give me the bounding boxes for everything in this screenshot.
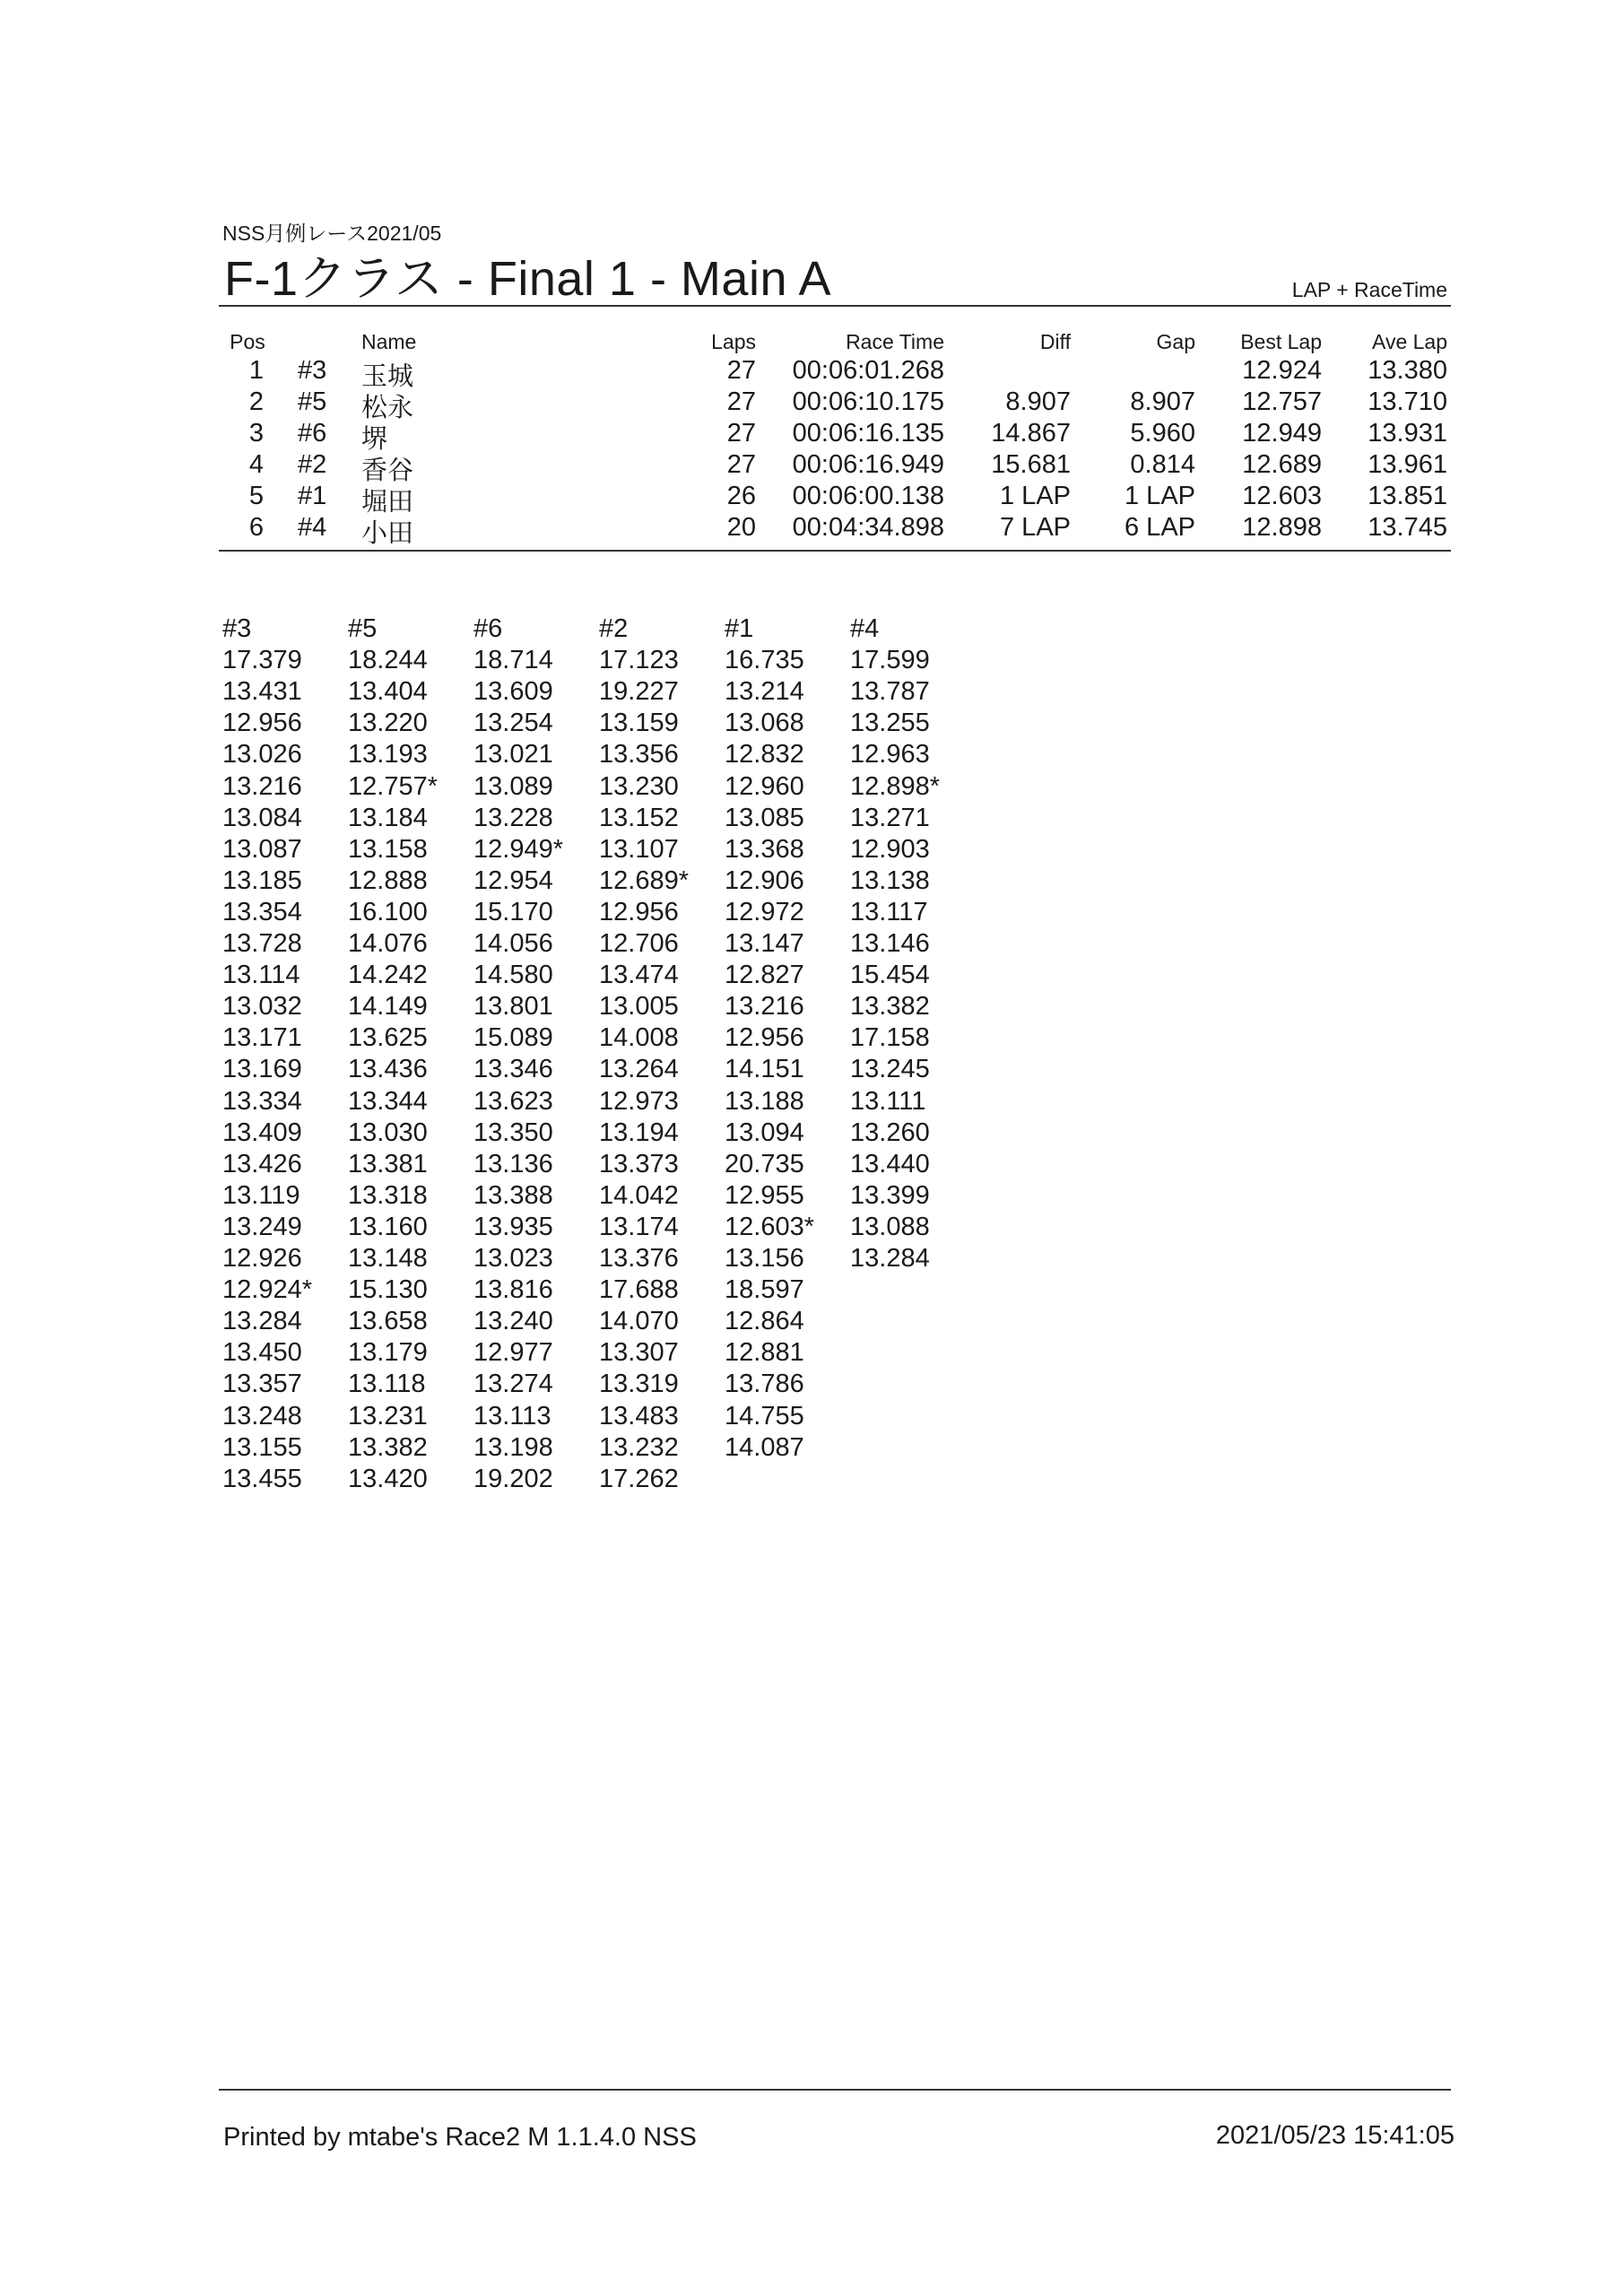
lap-time-cell: 14.070 xyxy=(599,1307,679,1336)
lap-time-cell: 12.960 xyxy=(725,771,804,801)
result-best-lap: 12.924 xyxy=(1242,356,1322,385)
lap-time-cell: 13.436 xyxy=(348,1055,428,1084)
lap-time-cell: 15.170 xyxy=(473,897,553,926)
results-divider xyxy=(219,550,1451,552)
lap-time-cell: 13.334 xyxy=(222,1086,302,1116)
lap-time-cell: 13.431 xyxy=(222,677,302,707)
lap-time-cell: 13.381 xyxy=(348,1149,428,1178)
lap-time-cell: 13.658 xyxy=(348,1307,428,1336)
lap-time-cell: 13.409 xyxy=(222,1118,302,1147)
result-driver-name: 堺 xyxy=(361,425,388,454)
lap-time-cell: 13.420 xyxy=(348,1464,428,1493)
lap-time-cell: 12.906 xyxy=(725,865,804,895)
table-row xyxy=(0,387,1624,422)
lap-time-cell: 13.319 xyxy=(599,1370,679,1399)
lap-time-cell: 13.404 xyxy=(348,677,428,707)
result-laps: 27 xyxy=(726,387,756,416)
lap-time-cell: 12.973 xyxy=(599,1086,679,1116)
col-header-best-lap: Best Lap xyxy=(1240,330,1322,353)
lap-time-cell: 18.714 xyxy=(473,646,553,675)
lap-time-cell: 15.089 xyxy=(473,1023,553,1053)
lap-time-cell: 13.030 xyxy=(348,1118,428,1147)
lap-time-cell: 12.977 xyxy=(473,1338,553,1368)
col-header-name: Name xyxy=(361,330,417,353)
lap-time-cell: 13.094 xyxy=(725,1118,804,1147)
lap-time-cell: 17.123 xyxy=(599,646,679,675)
lap-time-cell: 12.956 xyxy=(222,709,302,738)
lap-time-cell: 13.228 xyxy=(473,803,553,832)
col-header-race-time: Race Time xyxy=(846,330,944,353)
col-header-diff: Diff xyxy=(1039,330,1071,353)
lap-time-cell: 13.382 xyxy=(348,1432,428,1462)
lap-time-cell: 13.455 xyxy=(222,1464,302,1493)
result-gap: 8.907 xyxy=(1130,387,1195,416)
result-best-lap: 12.898 xyxy=(1242,513,1322,542)
lap-time-cell: 13.786 xyxy=(725,1370,804,1399)
lap-time-cell: 14.008 xyxy=(599,1023,679,1053)
lap-time-cell: 13.188 xyxy=(725,1086,804,1116)
result-laps: 27 xyxy=(726,450,756,479)
result-race-time: 00:06:01.268 xyxy=(792,356,944,385)
lap-time-cell: 13.021 xyxy=(473,740,553,770)
lap-time-cell: 13.155 xyxy=(222,1432,302,1462)
result-race-time: 00:06:10.175 xyxy=(792,387,944,416)
lap-time-cell: 12.903 xyxy=(850,834,930,864)
result-driver-name: 小田 xyxy=(361,519,414,548)
lap-time-cell: 12.954 xyxy=(473,865,553,895)
lap-time-cell: 13.171 xyxy=(222,1023,302,1053)
col-header-laps: Laps xyxy=(711,330,756,353)
lap-time-cell: 15.454 xyxy=(850,961,930,990)
lap-time-cell: 13.935 xyxy=(473,1212,553,1241)
lap-time-cell: 19.227 xyxy=(599,677,679,707)
lap-time-cell: 12.757* xyxy=(348,771,438,801)
result-pos: 2 xyxy=(248,387,265,416)
lap-time-cell: 13.816 xyxy=(473,1275,553,1305)
lap-time-cell: 13.230 xyxy=(599,771,679,801)
result-driver-name: 松永 xyxy=(361,394,414,422)
result-race-time: 00:06:16.949 xyxy=(792,450,944,479)
lap-time-cell: 13.399 xyxy=(850,1180,930,1210)
lap-time-cell: 13.220 xyxy=(348,709,428,738)
lap-time-cell: 13.152 xyxy=(599,803,679,832)
lap-time-cell: 13.216 xyxy=(222,771,302,801)
lap-time-cell: 13.483 xyxy=(599,1401,679,1431)
result-pos: 3 xyxy=(248,419,265,448)
lap-time-cell: 13.801 xyxy=(473,992,553,1022)
lap-time-cell: 17.262 xyxy=(599,1464,679,1493)
lap-time-cell: 13.264 xyxy=(599,1055,679,1084)
lap-time-cell: 12.864 xyxy=(725,1307,804,1336)
result-driver-name: 香谷 xyxy=(361,457,414,485)
lap-time-cell: 17.379 xyxy=(222,646,302,675)
result-best-lap: 12.689 xyxy=(1242,450,1322,479)
col-header-pos: Pos xyxy=(230,330,265,353)
result-diff: 15.681 xyxy=(991,450,1071,479)
lap-time-cell: 13.107 xyxy=(599,834,679,864)
result-diff: 14.867 xyxy=(991,419,1071,448)
lap-column-header: #3 xyxy=(222,614,252,643)
table-row xyxy=(0,513,1624,548)
lap-time-cell: 12.689* xyxy=(599,865,689,895)
lap-time-cell: 12.832 xyxy=(725,740,804,770)
lap-time-cell: 12.926 xyxy=(222,1244,302,1273)
lap-time-cell: 13.113 xyxy=(473,1401,551,1431)
result-car-number: #3 xyxy=(298,356,327,385)
result-best-lap: 12.949 xyxy=(1242,419,1322,448)
lap-time-cell: 13.146 xyxy=(850,929,930,958)
lap-time-cell: 12.924* xyxy=(222,1275,312,1305)
result-best-lap: 12.603 xyxy=(1242,482,1322,510)
lap-time-cell: 13.426 xyxy=(222,1149,302,1178)
col-header-ave-lap: Ave Lap xyxy=(1372,330,1447,353)
lap-time-cell: 13.026 xyxy=(222,740,302,770)
lap-time-cell: 13.118 xyxy=(348,1370,426,1399)
lap-time-cell: 13.249 xyxy=(222,1212,302,1241)
result-ave-lap: 13.745 xyxy=(1368,513,1447,542)
lap-column-header: #6 xyxy=(473,614,503,643)
lap-time-cell: 12.972 xyxy=(725,897,804,926)
table-row xyxy=(0,482,1624,517)
col-header-gap: Gap xyxy=(1156,330,1195,353)
lap-time-cell: 13.138 xyxy=(850,865,930,895)
result-ave-lap: 13.931 xyxy=(1368,419,1447,448)
event-subtitle: NSS月例レース2021/05 xyxy=(222,222,442,245)
lap-time-cell: 13.248 xyxy=(222,1401,302,1431)
lap-time-cell: 13.728 xyxy=(222,929,302,958)
lap-column-header: #4 xyxy=(850,614,880,643)
result-ave-lap: 13.961 xyxy=(1368,450,1447,479)
header-divider xyxy=(219,305,1451,307)
result-race-time: 00:06:00.138 xyxy=(792,482,944,510)
result-car-number: #4 xyxy=(298,513,327,542)
result-gap: 5.960 xyxy=(1130,419,1195,448)
result-pos: 4 xyxy=(248,450,265,479)
result-pos: 5 xyxy=(248,482,265,510)
lap-time-cell: 13.088 xyxy=(850,1212,930,1241)
lap-time-cell: 13.114 xyxy=(222,961,300,990)
lap-time-cell: 12.955 xyxy=(725,1180,804,1210)
lap-time-cell: 18.597 xyxy=(725,1275,804,1305)
lap-time-cell: 13.005 xyxy=(599,992,679,1022)
lap-time-cell: 14.076 xyxy=(348,929,428,958)
result-ave-lap: 13.380 xyxy=(1368,356,1447,385)
result-ave-lap: 13.851 xyxy=(1368,482,1447,510)
lap-time-cell: 13.623 xyxy=(473,1086,553,1116)
table-row xyxy=(0,356,1624,391)
result-car-number: #2 xyxy=(298,450,327,479)
lap-time-cell: 15.130 xyxy=(348,1275,428,1305)
lap-time-cell: 12.956 xyxy=(599,897,679,926)
result-ave-lap: 13.710 xyxy=(1368,387,1447,416)
lap-time-cell: 13.368 xyxy=(725,834,804,864)
lap-time-cell: 13.174 xyxy=(599,1212,679,1241)
lap-column-header: #2 xyxy=(599,614,629,643)
lap-column-header: #5 xyxy=(348,614,378,643)
lap-time-cell: 13.111 xyxy=(850,1086,926,1116)
lap-time-cell: 13.346 xyxy=(473,1055,553,1084)
lap-time-cell: 12.963 xyxy=(850,740,930,770)
lap-time-cell: 12.881 xyxy=(725,1338,804,1368)
lap-time-cell: 13.085 xyxy=(725,803,804,832)
result-pos: 6 xyxy=(248,513,265,542)
lap-time-cell: 13.373 xyxy=(599,1149,679,1178)
lap-time-cell: 13.087 xyxy=(222,834,302,864)
lap-time-cell: 14.149 xyxy=(348,992,428,1022)
lap-time-cell: 13.119 xyxy=(222,1180,300,1210)
lap-time-cell: 13.787 xyxy=(850,677,930,707)
lap-time-cell: 16.100 xyxy=(348,897,428,926)
lap-time-cell: 13.169 xyxy=(222,1055,302,1084)
print-timestamp: 2021/05/23 15:41:05 xyxy=(1215,2121,1455,2150)
lap-time-cell: 13.284 xyxy=(850,1244,930,1273)
lap-time-cell: 13.068 xyxy=(725,709,804,738)
lap-time-cell: 13.089 xyxy=(473,771,553,801)
report-mode-label: LAP + RaceTime xyxy=(1291,278,1447,301)
result-race-time: 00:04:34.898 xyxy=(792,513,944,542)
lap-time-cell: 13.245 xyxy=(850,1055,930,1084)
lap-time-cell: 12.827 xyxy=(725,961,804,990)
lap-time-cell: 13.307 xyxy=(599,1338,679,1368)
lap-time-cell: 13.254 xyxy=(473,709,553,738)
lap-time-cell: 14.151 xyxy=(725,1055,804,1084)
lap-time-cell: 12.706 xyxy=(599,929,679,958)
lap-time-cell: 17.688 xyxy=(599,1275,679,1305)
lap-time-cell: 13.147 xyxy=(725,929,804,958)
lap-time-cell: 13.232 xyxy=(599,1432,679,1462)
printed-by-text: Printed by mtabe's Race2 M 1.1.4.0 NSS xyxy=(223,2123,697,2152)
footer-divider xyxy=(219,2089,1451,2091)
lap-time-cell: 13.450 xyxy=(222,1338,302,1368)
lap-time-cell: 13.136 xyxy=(473,1149,553,1178)
lap-time-cell: 13.185 xyxy=(222,865,302,895)
result-laps: 27 xyxy=(726,356,756,385)
result-laps: 20 xyxy=(726,513,756,542)
result-diff: 1 LAP xyxy=(1000,482,1071,510)
lap-time-cell: 12.603* xyxy=(725,1212,814,1241)
lap-time-cell: 13.350 xyxy=(473,1118,553,1147)
lap-time-cell: 13.271 xyxy=(850,803,930,832)
lap-time-cell: 12.949* xyxy=(473,834,563,864)
lap-time-cell: 13.318 xyxy=(348,1180,428,1210)
lap-time-cell: 19.202 xyxy=(473,1464,553,1493)
lap-time-cell: 14.242 xyxy=(348,961,428,990)
lap-time-cell: 13.240 xyxy=(473,1307,553,1336)
lap-time-cell: 12.898* xyxy=(850,771,940,801)
lap-time-cell: 13.354 xyxy=(222,897,302,926)
lap-time-cell: 13.260 xyxy=(850,1118,930,1147)
lap-time-cell: 12.888 xyxy=(348,865,428,895)
lap-time-cell: 17.158 xyxy=(850,1023,930,1053)
lap-time-cell: 17.599 xyxy=(850,646,930,675)
lap-time-cell: 14.042 xyxy=(599,1180,679,1210)
lap-time-cell: 18.244 xyxy=(348,646,428,675)
lap-time-cell: 13.376 xyxy=(599,1244,679,1273)
lap-time-cell: 13.084 xyxy=(222,803,302,832)
lap-time-cell: 13.184 xyxy=(348,803,428,832)
lap-time-cell: 14.580 xyxy=(473,961,553,990)
result-race-time: 00:06:16.135 xyxy=(792,419,944,448)
lap-time-cell: 13.625 xyxy=(348,1023,428,1053)
result-gap: 0.814 xyxy=(1130,450,1195,479)
lap-time-cell: 13.179 xyxy=(348,1338,428,1368)
lap-time-cell: 13.274 xyxy=(473,1370,553,1399)
result-diff: 7 LAP xyxy=(1000,513,1071,542)
lap-time-cell: 13.160 xyxy=(348,1212,428,1241)
lap-time-cell: 13.023 xyxy=(473,1244,553,1273)
lap-time-cell: 13.032 xyxy=(222,992,302,1022)
lap-time-cell: 13.440 xyxy=(850,1149,930,1178)
lap-time-cell: 13.117 xyxy=(850,897,928,926)
lap-time-cell: 13.255 xyxy=(850,709,930,738)
result-diff: 8.907 xyxy=(1005,387,1071,416)
lap-time-cell: 14.056 xyxy=(473,929,553,958)
table-row xyxy=(0,419,1624,454)
lap-time-cell: 13.214 xyxy=(725,677,804,707)
lap-time-cell: 13.382 xyxy=(850,992,930,1022)
lap-time-cell: 13.148 xyxy=(348,1244,428,1273)
lap-time-cell: 13.284 xyxy=(222,1307,302,1336)
result-driver-name: 玉城 xyxy=(361,362,414,391)
lap-time-cell: 16.735 xyxy=(725,646,804,675)
lap-time-cell: 13.156 xyxy=(725,1244,804,1273)
result-car-number: #5 xyxy=(298,387,327,416)
lap-time-cell: 14.755 xyxy=(725,1401,804,1431)
lap-time-cell: 12.956 xyxy=(725,1023,804,1053)
result-car-number: #6 xyxy=(298,419,327,448)
lap-time-cell: 13.344 xyxy=(348,1086,428,1116)
result-car-number: #1 xyxy=(298,482,327,510)
lap-time-cell: 13.357 xyxy=(222,1370,302,1399)
result-laps: 27 xyxy=(726,419,756,448)
lap-time-cell: 13.356 xyxy=(599,740,679,770)
lap-column-header: #1 xyxy=(725,614,754,643)
lap-time-cell: 14.087 xyxy=(725,1432,804,1462)
lap-time-cell: 13.158 xyxy=(348,834,428,864)
lap-time-cell: 13.474 xyxy=(599,961,679,990)
table-row xyxy=(0,450,1624,485)
page-title: F-1クラス - Final 1 - Main A xyxy=(224,252,832,306)
lap-time-cell: 13.159 xyxy=(599,709,679,738)
lap-time-cell: 13.216 xyxy=(725,992,804,1022)
lap-time-cell: 13.609 xyxy=(473,677,553,707)
result-gap: 1 LAP xyxy=(1125,482,1195,510)
result-driver-name: 堀田 xyxy=(361,488,414,517)
result-best-lap: 12.757 xyxy=(1242,387,1322,416)
lap-time-cell: 13.198 xyxy=(473,1432,553,1462)
result-gap: 6 LAP xyxy=(1125,513,1195,542)
lap-time-cell: 13.231 xyxy=(348,1401,428,1431)
lap-time-cell: 13.388 xyxy=(473,1180,553,1210)
lap-time-cell: 13.193 xyxy=(348,740,428,770)
lap-time-cell: 20.735 xyxy=(725,1149,804,1178)
result-laps: 26 xyxy=(726,482,756,510)
result-pos: 1 xyxy=(248,356,265,385)
lap-time-cell: 13.194 xyxy=(599,1118,679,1147)
